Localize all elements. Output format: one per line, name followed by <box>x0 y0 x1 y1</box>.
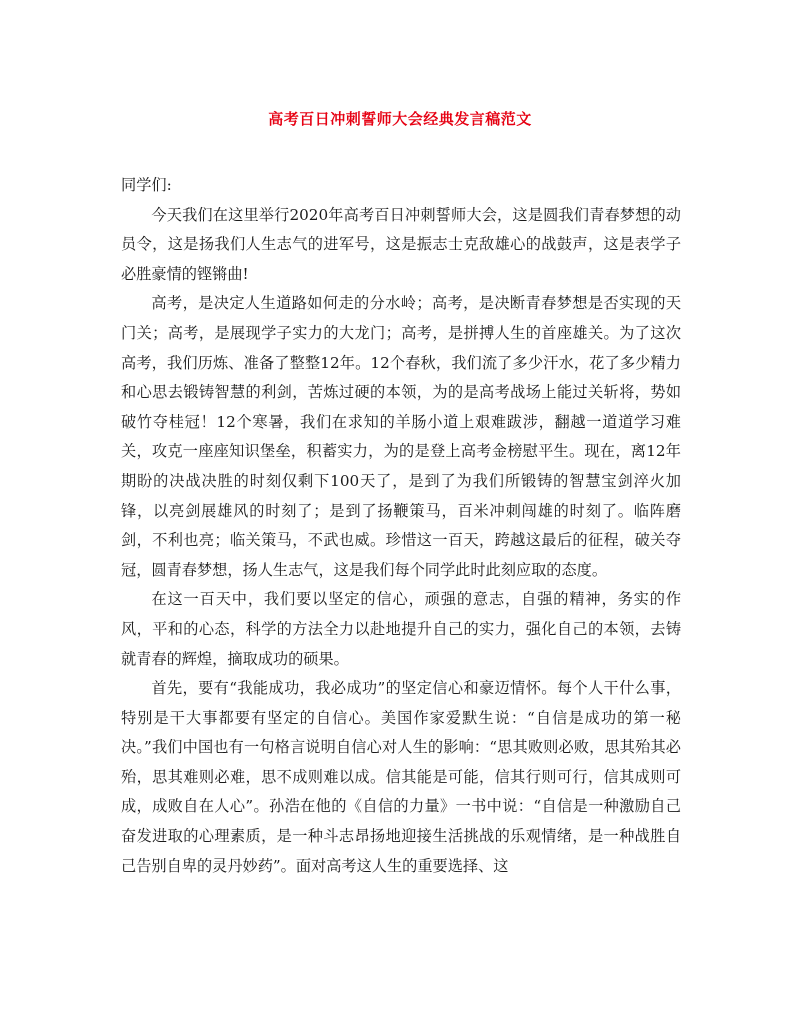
paragraph-1: 今天我们在这里举行2020年高考百日冲刺誓师大会，这是圆我们青春梦想的动员令，这是扬我们人生志气的进军号，这是振志士克敌雄心的战鼓声，这是表学子必胜豪情的铿锵曲! <box>121 205 681 283</box>
salutation: 同学们: <box>121 176 172 194</box>
document-body <box>121 171 681 881</box>
paragraph-2: 高考，是决定人生道路如何走的分水岭；高考，是决断青春梦想是否实现的天门关；高考，是展现学子实力的大龙门；高考，是拼搏人生的首座雄关。为了这次高考，我们历炼、准备了整整12年。12个春秋，我们流了多少汗水，花了多少精力和心思去锻铸智慧的利剑，苦炼过硬的本领，为的是高考战场上能过关斩将，势如破竹夺桂冠！12个寒暑，我们在求知的羊肠小道上艰难跋涉，翻越一道道学习难关，攻克一座座知识堡垒，积蓄实力，为的是登上高考金榜慰平生。现在，离12年期盼的决战决胜的时刻仅剩下100天了，是到了为我们所锻铸的智慧宝剑淬火加锋，以亮剑展雄风的时刻了；是到了扬鞭策马，百米冲刺闯雄的时刻了。临阵磨剑，不利也亮；临关策马，不武也威。珍惜这一百天，跨越这最后的征程，破关夺冠，圆青春梦想，扬人生志气，这是我们每个同学此时此刻应取的态度。 <box>121 294 681 579</box>
document-title: 高考百日冲刺誓师大会经典发言稿范文 <box>268 110 532 128</box>
paragraph-4: 首先，要有“我能成功，我必成功”的坚定信心和豪迈情怀。每个人干什么事，特别是干大事都要有坚定的自信心。美国作家爱默生说：“自信是成功的第一秘决。”我们中国也有一句格言说明自信心对人生的影响：“思其败则必败，思其殆其必殆，思其难则必难，思不成则难以成。信其能是可能，信其行则可行，信其成则可成，成败自在人心”。孙浩在他的《自信的力量》一书中说：“自信是一种激励自己奋发进取的心理素质，是一种斗志昂扬地迎接生活挑战的乐观情绪，是一种战胜自己告别自卑的灵丹妙药”。面对高考这人生的重要选择、这 <box>121 679 681 875</box>
paragraph-3: 在这一百天中，我们要以坚定的信心，顽强的意志，自强的精神，务实的作风，平和的心态，科学的方法全力以赴地提升自己的实力，强化自己的本领，去铸就青春的辉煌，摘取成功的硕果。 <box>121 590 681 668</box>
